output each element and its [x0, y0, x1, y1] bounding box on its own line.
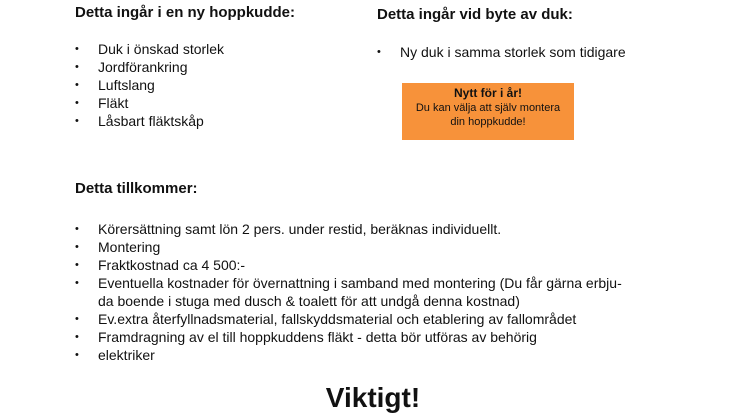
notice-line-1: Du kan välja att själv montera: [415, 102, 561, 114]
notice-line-2: din hoppkudde!: [450, 116, 526, 128]
new-cushion-list: [75, 40, 224, 130]
important-heading: Viktigt!: [325, 382, 421, 413]
list-item: • elektriker: [75, 346, 695, 364]
cover-swap-heading: Detta ingår vid byte av duk:: [377, 6, 573, 23]
list-item: • Montering: [75, 238, 695, 256]
news-notice-box: [402, 83, 574, 140]
extras-list: [75, 220, 695, 364]
new-cushion-heading: Detta ingår i en ny hoppkudde:: [75, 4, 296, 21]
list-item: • Jordförankring: [75, 58, 224, 76]
list-item: • Låsbart fläktskåp: [75, 112, 224, 130]
list-item-continuation: da boende i stuga med dusch & toalett för att undgå denna kostnad): [98, 293, 520, 309]
cover-swap-list: [377, 43, 626, 61]
list-item: • Körersättning samt lön 2 pers. under restid, beräknas individuellt.: [75, 220, 695, 238]
list-item: [75, 274, 695, 310]
list-item: • Fläkt: [75, 94, 224, 112]
list-item-text: Eventuella kostnader för övernattning i samband med montering (Du får gärna erbju-: [98, 275, 622, 291]
notice-title: Nytt för i år!: [453, 86, 522, 100]
list-item: • Duk i önskad storlek: [75, 40, 224, 58]
list-item: • Ev.extra återfyllnadsmaterial, fallskyddsmaterial och etablering av fallområdet: [75, 310, 695, 328]
list-item: • Luftslang: [75, 76, 224, 94]
list-item: • Framdragning av el till hoppkuddens fläkt - detta bör utföras av behörig: [75, 328, 695, 346]
list-item: • Ny duk i samma storlek som tidigare: [377, 43, 626, 61]
extras-heading: Detta tillkommer:: [75, 180, 198, 197]
list-item: • Fraktkostnad ca 4 500:-: [75, 256, 695, 274]
